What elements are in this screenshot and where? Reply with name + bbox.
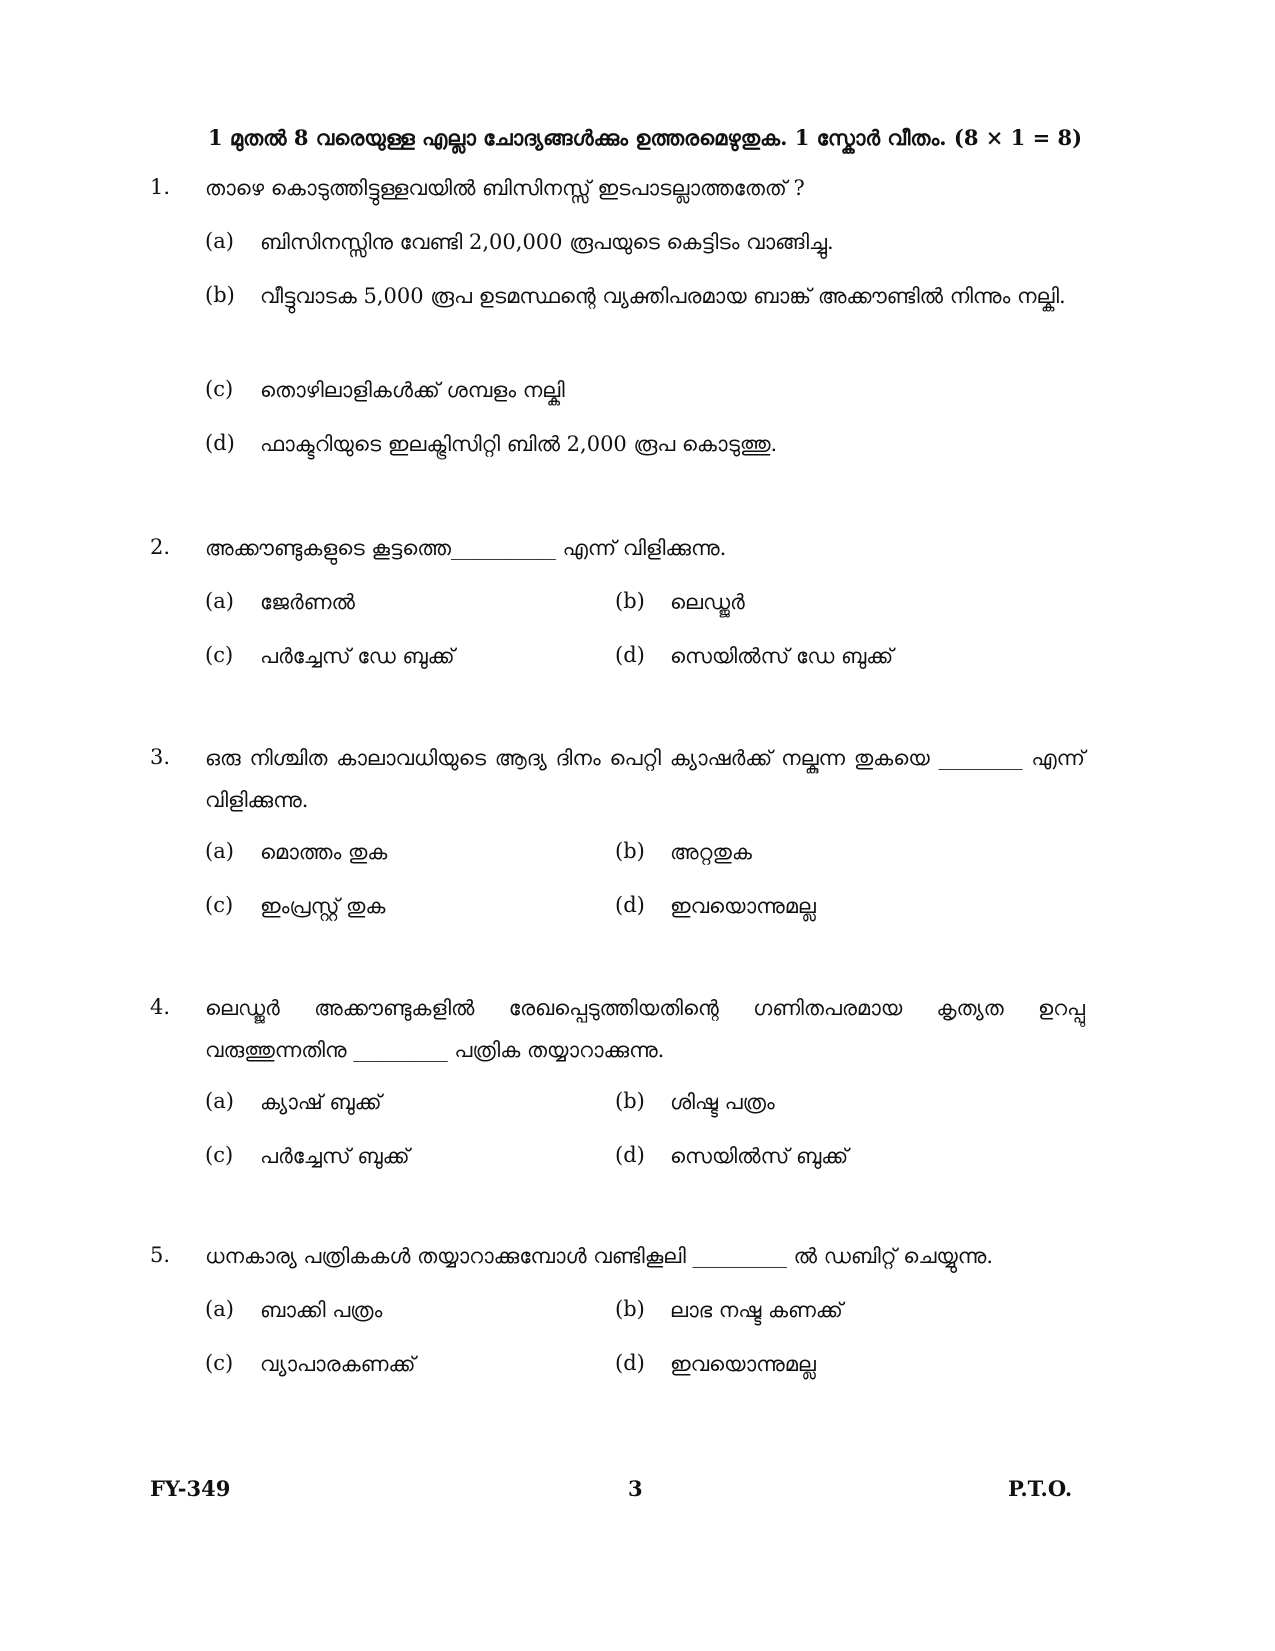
question-2-option-a-label: (a) (205, 589, 234, 613)
question-1-option-b-label: (b) (205, 283, 235, 307)
question-2-option-d-text: സെയിൽസ് ഡേ ബുക്ക് (670, 644, 894, 668)
question-2-number: 2. (150, 535, 171, 559)
question-4-text: ലെഡ്ജർ അക്കൗണ്ടുകളിൽ രേഖപ്പെടുത്തിയതിന്റെ ഗണിതപരമായ കൃത്യത ഉറപ്പു വരുത്തുന്നതിനു _________ പത്രിക തയ്യാറാക്കുന്നു. (205, 996, 1085, 1062)
question-5-option-c-text: വ്യാപാരകണക്ക് (260, 1352, 416, 1376)
question-5-option-a-text: ബാക്കി പത്രം (260, 1298, 383, 1322)
question-1-text: താഴെ കൊടുത്തിട്ടുള്ളവയിൽ ബിസിനസ്സ് ഇടപാടല്ലാത്തതേത് ? (205, 176, 805, 200)
question-2-option-a-text: ജേർണൽ (260, 590, 355, 614)
question-5-option-b-text: ലാഭ നഷ്ട കണക്ക് (670, 1298, 843, 1322)
question-3-option-c-label: (c) (205, 893, 234, 917)
question-4-option-c-text: പർച്ചേസ് ബുക്ക് (260, 1144, 410, 1168)
footer-paper-code: FY-349 (150, 1476, 231, 1501)
question-3-text: ഒരു നിശ്ചിത കാലാവധിയുടെ ആദ്യ ദിനം പെറ്റി ക്യാഷർക്ക് നല്കുന്ന തുകയെ ________ എന്ന് വിളിക്കുന്നു. (205, 746, 1085, 812)
question-2-text: അക്കൗണ്ടുകളുടെ കൂട്ടത്തെ__________ എന്ന് വിളിക്കുന്നു. (205, 536, 727, 560)
question-4-option-d-label: (d) (615, 1143, 645, 1167)
question-3-option-b-text: അറ്റതുക (670, 840, 752, 864)
question-5-option-d-label: (d) (615, 1351, 645, 1375)
question-5-option-a-label: (a) (205, 1297, 234, 1321)
question-1-option-d-label: (d) (205, 431, 235, 455)
question-3-number: 3. (150, 745, 171, 769)
question-3-option-a-text: മൊത്തം തുക (260, 840, 388, 864)
question-4-option-a-text: ക്യാഷ് ബുക്ക് (260, 1090, 382, 1114)
question-3-option-c-text: ഇംപ്രസ്റ്റ് തുക (260, 894, 386, 918)
footer-page-number: 3 (628, 1476, 643, 1501)
question-2-option-b-text: ലെഡ്ജർ (670, 590, 745, 614)
question-1-option-a-label: (a) (205, 229, 234, 253)
question-2-option-b-label: (b) (615, 589, 645, 613)
question-4-option-b-label: (b) (615, 1089, 645, 1113)
question-5-option-c-label: (c) (205, 1351, 234, 1375)
question-4-option-b-text: ശിഷ്ട പത്രം (670, 1090, 775, 1114)
question-4-option-c-label: (c) (205, 1143, 234, 1167)
question-3-option-b-label: (b) (615, 839, 645, 863)
question-5-text: ധനകാര്യ പത്രികകൾ തയ്യാറാക്കുമ്പോൾ വണ്ടികൂലി _________ ൽ ഡബിറ്റ് ചെയ്യുന്നു. (205, 1244, 994, 1268)
question-1-option-b-text: വീട്ടുവാടക 5,000 രൂപ ഉടമസ്ഥന്റെ വ്യക്തിപരമായ ബാങ്ക് അക്കൗണ്ടിൽ നിന്നും നല്കി. (260, 284, 1066, 308)
question-3-option-a-label: (a) (205, 839, 234, 863)
question-3-option-d-text: ഇവയൊന്നുമല്ല (670, 894, 816, 918)
question-5-option-b-label: (b) (615, 1297, 645, 1321)
question-4-option-d-text: സെയിൽസ് ബുക്ക് (670, 1144, 849, 1168)
question-4-number: 4. (150, 995, 171, 1019)
instructions: 1 മുതൽ 8 വരെയുള്ള എല്ലാ ചോദ്യങ്ങൾക്കും ഉത്തരമെഴുതുക. 1 സ്കോർ വീതം. (8 × 1 = 8) (208, 125, 1083, 150)
question-2-option-d-label: (d) (615, 643, 645, 667)
question-3-option-d-label: (d) (615, 893, 645, 917)
question-5-option-d-text: ഇവയൊന്നുമല്ല (670, 1352, 816, 1376)
question-1-option-c-label: (c) (205, 377, 234, 401)
question-2-option-c-label: (c) (205, 643, 234, 667)
question-1-option-c-text: തൊഴിലാളികൾക്ക് ശമ്പളം നല്കി (260, 378, 565, 402)
question-5-number: 5. (150, 1243, 171, 1267)
question-4-option-a-label: (a) (205, 1089, 234, 1113)
question-1-number: 1. (150, 175, 171, 199)
question-1-option-a-text: ബിസിനസ്സിനു വേണ്ടി 2,00,000 രൂപയുടെ കെട്ടിടം വാങ്ങിച്ചു. (260, 230, 834, 254)
question-2-option-c-text: പർച്ചേസ് ഡേ ബുക്ക് (260, 644, 455, 668)
question-1-option-d-text: ഫാക്ടറിയുടെ ഇലക്ട്രിസിറ്റി ബിൽ 2,000 രൂപ കൊടുത്തു. (260, 432, 778, 456)
footer-pto: P.T.O. (1008, 1476, 1073, 1501)
